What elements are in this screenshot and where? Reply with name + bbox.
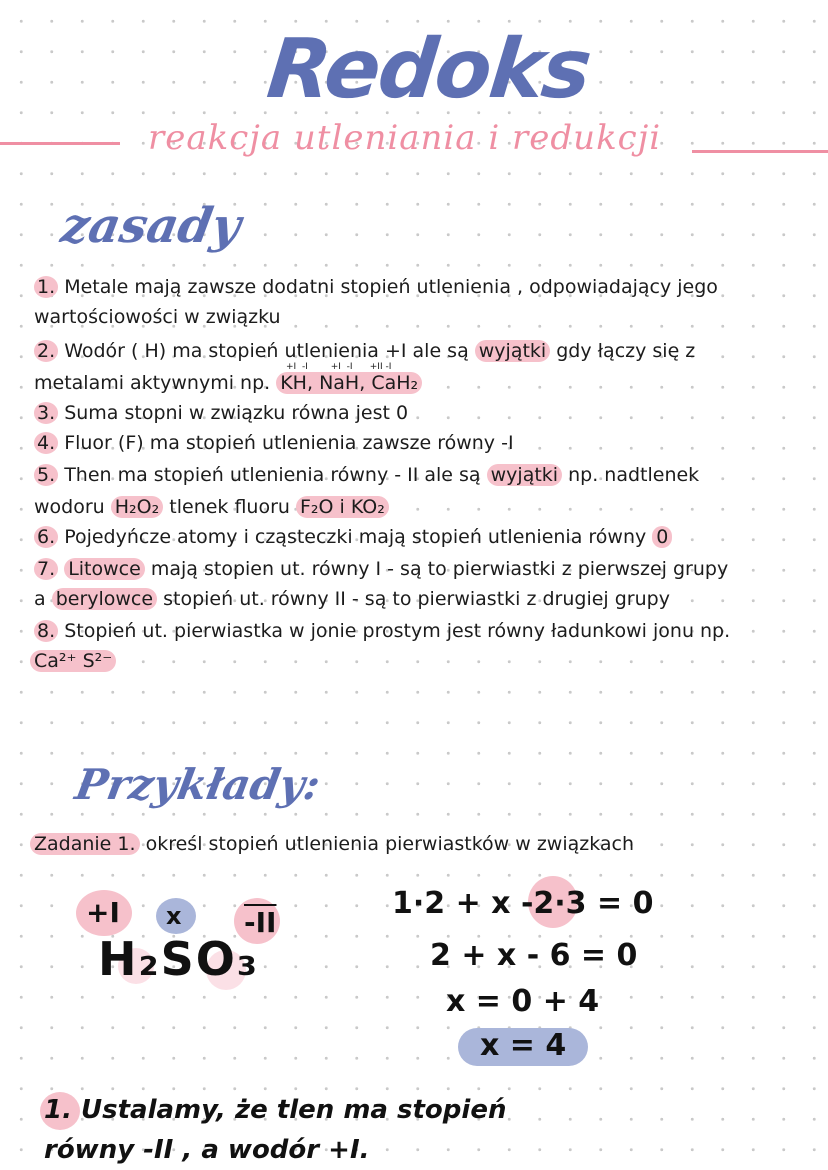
task-label: Zadanie 1. [30, 833, 140, 855]
highlight-wyjatki-2: wyjątki [487, 464, 562, 486]
ox-hydrogen: +I [86, 896, 120, 929]
highlight-berylowce: berylowce [52, 588, 157, 610]
rule-4: 4. Fluor (F) ma stopień utlenienia zawsze równy -I [34, 430, 514, 457]
formula-h2so3: H₂SO₃ [98, 932, 260, 986]
highlight-wyjatki: wyjątki [475, 340, 550, 362]
rule-8-line-1: 8. Stopień ut. pierwiastka w jonie prostym jest równy ładunkowi jonu np. [34, 618, 730, 645]
rule-5-line-2: wodoru H₂O₂ tlenek fluoru F₂O i KO₂ [34, 494, 389, 521]
oxidation-labels-rule-2: +I -I +I -I +II -I [286, 362, 392, 372]
rule-7-line-1: 7. Litowce mają stopien ut. równy I - są to pierwiastki z pierwszej grupy [34, 556, 728, 583]
page-title: Redoks [263, 22, 595, 117]
rule-1-line-2: wartościowości w związku [34, 306, 281, 328]
subtitle-line-right [692, 150, 828, 153]
task-1: Zadanie 1. określ stopień utlenienia pierwiastków w związkach [30, 830, 634, 858]
highlight-litowce: Litowce [64, 558, 145, 580]
rule-5-line-1: 5. Then ma stopień utlenienia równy - II ale są wyjątki np. nadtlenek [34, 462, 699, 489]
rule-1-line-1: 1. Metale mają zawsze dodatni stopień utlenienia , odpowiadający jego [34, 274, 718, 301]
ox-sulfur: x [166, 902, 182, 930]
conclusion-line-1: 1. Ustalamy, że tlen ma stopień [44, 1095, 507, 1125]
heading-rules: zasady [57, 198, 245, 254]
equation-2: 2 + x - 6 = 0 [430, 938, 638, 973]
equation-1: 1·2 + x -2·3 = 0 [392, 886, 654, 921]
rule-8-line-2: Ca²⁺ S²⁻ [30, 648, 116, 675]
subtitle-line-left [0, 142, 120, 145]
conclusion-line-2: równy -II , a wodór +I. [44, 1135, 370, 1165]
equation-3: x = 0 + 4 [446, 984, 600, 1019]
rule-7-line-2: a berylowce stopień ut. równy II - są to pierwiastki z drugiej grupy [34, 588, 670, 610]
ox-oxygen: -II [244, 906, 277, 939]
conclusion [44, 1090, 506, 1170]
rule-3: 3. Suma stopni w związku równa jest 0 [34, 400, 408, 427]
heading-examples: Przykłady: [71, 760, 325, 809]
highlight-compounds: KH, NaH, CaH₂ [276, 372, 422, 394]
rule-6: 6. Pojedyńcze atomy i cząsteczki mają stopień utlenienia równy 0 [34, 524, 672, 551]
rule-2-line-1: 2. Wodór ( H) ma stopień utlenienia +I ale są wyjątki gdy łączy się z [34, 338, 695, 365]
rule-2-line-2: metalami aktywnymi np. KH, NaH, CaH₂ [34, 370, 422, 397]
subtitle: reakcja utleniania i redukcji [148, 118, 662, 158]
equation-result: x = 4 [480, 1028, 567, 1063]
